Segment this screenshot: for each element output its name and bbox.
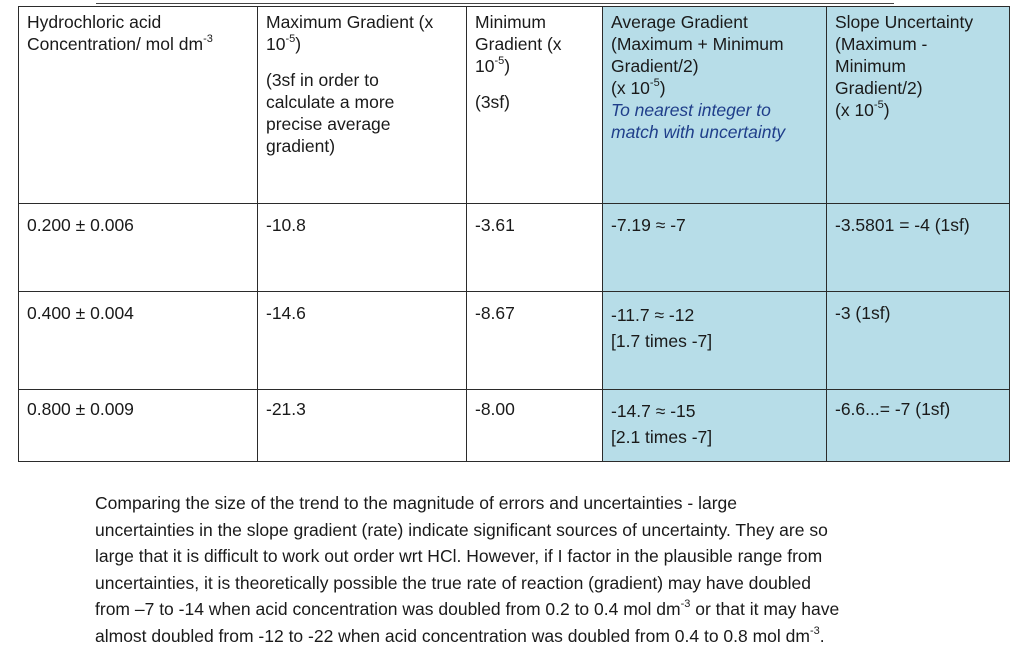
cell-concentration: 0.800 ± 0.009 [19, 390, 258, 462]
gradient-table [18, 6, 1010, 462]
cell-min-gradient: -3.61 [467, 204, 603, 292]
top-border-line [96, 0, 894, 4]
paragraph-line: large that it is difficult to work out order wrt HCl. However, if I factor in the plausible range from [95, 543, 955, 570]
cell-max-gradient: -14.6 [258, 292, 467, 390]
paragraph-line: uncertainties in the slope gradient (rate) indicate significant sources of uncertainty. They are so [95, 517, 955, 544]
table-row [19, 204, 1010, 292]
header-min-gradient: Minimum Gradient (x $10^{-5}$) (3sf) [467, 7, 603, 204]
paragraph-line: from –7 to -14 when acid concentration was doubled from 0.2 to 0.4 mol $dm^{-3}$ or that it may have [95, 596, 955, 623]
cell-concentration: 0.200 ± 0.006 [19, 204, 258, 292]
header-average-gradient: Average Gradient (Maximum + Minimum Gradient/2) (x $10^{-5}$) To nearest integer to match with uncertainty [603, 7, 827, 204]
header-row [19, 7, 1010, 204]
analysis-paragraph [95, 490, 955, 649]
cell-average-gradient: -11.7 ≈ -12 [1.7 times -7] [603, 292, 827, 390]
cell-slope-uncertainty: -3.5801 = -4 (1sf) [827, 204, 1010, 292]
header-slope-uncertainty: Slope Uncertainty (Maximum - Minimum Gradient/2) (x $10^{-5}$) [827, 7, 1010, 204]
cell-slope-uncertainty: -3 (1sf) [827, 292, 1010, 390]
header-max-gradient: Maximum Gradient (x $10^{-5}$) (3sf in order to calculate a more precise average gradient) [258, 7, 467, 204]
cell-max-gradient: -21.3 [258, 390, 467, 462]
cell-concentration: 0.400 ± 0.004 [19, 292, 258, 390]
header-concentration: Hydrochloric acid Concentration/ mol $dm^{-3}$ [19, 7, 258, 204]
table-row [19, 390, 1010, 462]
paragraph-line: uncertainties, it is theoretically possible the true rate of reaction (gradient) may have doubled [95, 570, 955, 597]
cell-min-gradient: -8.67 [467, 292, 603, 390]
cell-min-gradient: -8.00 [467, 390, 603, 462]
rounding-note: To nearest integer to match with uncertainty [611, 100, 785, 142]
table-row [19, 292, 1010, 390]
cell-average-gradient: -14.7 ≈ -15 [2.1 times -7] [603, 390, 827, 462]
paragraph-line: almost doubled from -12 to -22 when acid concentration was doubled from 0.4 to 0.8 mol $dm^{-3}$. [95, 623, 955, 649]
cell-slope-uncertainty: -6.6...= -7 (1sf) [827, 390, 1010, 462]
cell-max-gradient: -10.8 [258, 204, 467, 292]
cell-average-gradient: -7.19 ≈ -7 [603, 204, 827, 292]
paragraph-line: Comparing the size of the trend to the magnitude of errors and uncertainties - large [95, 490, 955, 517]
